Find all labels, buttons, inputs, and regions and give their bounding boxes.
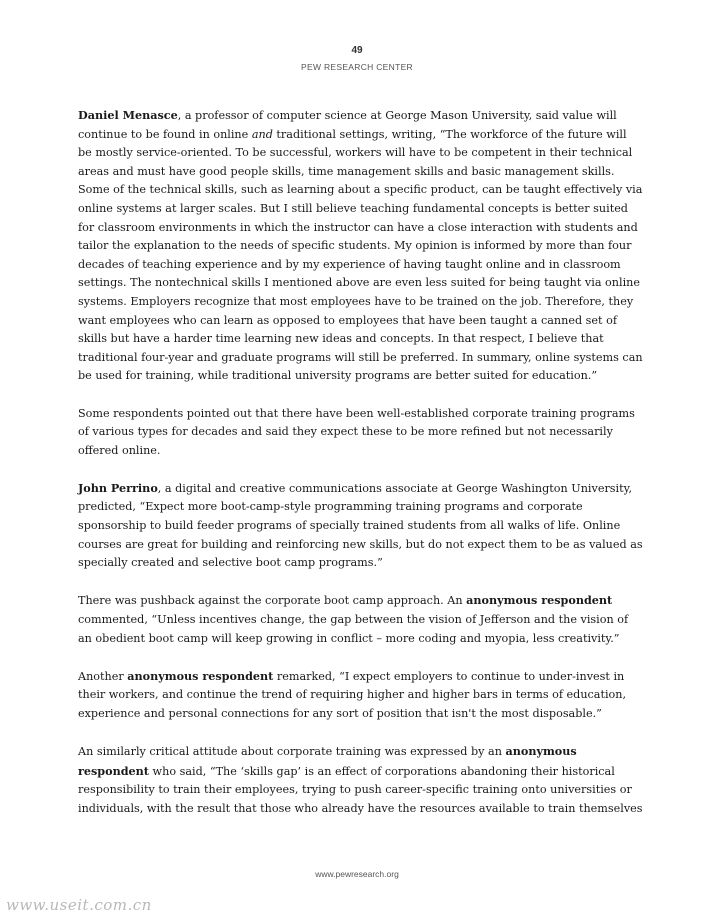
paragraph-corporate-programs	[78, 405, 643, 461]
paragraph-text: Another	[78, 669, 128, 683]
paragraph-pushback	[78, 591, 643, 648]
paragraph-under-invest	[78, 667, 643, 724]
organization-name: PEW RESEARCH CENTER	[301, 62, 413, 72]
paragraph-text: remarked, “I expect employers to continue to under-invest in their workers, and continue the trend of requiring higher and higher bars in terms of education, experience and personal connections for any sort of position that isn't the most disposable.”	[78, 669, 627, 720]
paragraph-text: who said, “The ‘skills gap’ is an effect of corporations abandoning their historical responsibility to train their employees, trying to push career-specific training onto universities or individuals, with the result that those who already have the resources available to train themselves	[78, 764, 643, 815]
speaker-name: Daniel Menasce	[78, 108, 178, 122]
paragraph-menasce	[78, 106, 643, 386]
page-header	[0, 44, 714, 74]
paragraph-skills-gap	[78, 742, 643, 818]
paragraph-text: , a professor of computer science at George Mason University, said value will continue to be found in online	[78, 109, 617, 141]
speaker-name: anonymous respondent	[466, 593, 613, 608]
paragraph-text: commented, “Unless incentives change, the gap between the vision of Jefferson and the vision of an obedient boot camp will keep growing in conflict – more coding and myopia, less creativity.”	[78, 613, 629, 645]
paragraph-perrino	[78, 479, 643, 573]
paragraph-text: , a digital and creative communications associate at George Washington University, predicted, “Expect more boot-camp-style programming training programs and corporate sponsorship to build feeder programs of specially trained students from all walks of life. Online courses are great for building and reinforcing new skills, but do not expect them to be as valued as specially created and selective boot camp programs.”	[78, 481, 643, 570]
paragraph-text: Some respondents pointed out that there have been well-established corporate training programs of various types for decades and said they expect these to be more refined but not necessarily offered online.	[78, 406, 635, 457]
watermark: www.useit.com.cn	[6, 896, 152, 914]
paragraph-text: An similarly critical attitude about corporate training was expressed by an	[78, 745, 506, 759]
speaker-name: anonymous respondent	[127, 668, 274, 683]
paragraph-text: There was pushback against the corporate boot camp approach. An	[78, 594, 467, 608]
footer-url: www.pewresearch.org	[315, 869, 399, 879]
speaker-name: John Perrino	[78, 480, 158, 495]
page-number: 49	[351, 45, 363, 56]
speaker-name: anonymous respondent	[78, 744, 577, 778]
paragraph-text: traditional settings, writing, “The workforce of the future will be mostly service-oriented. To be successful, workers will have to be competent in their technical areas and must have good people skills, time management skills and basic management skills. Some of the technical skills, such as learning about a specific product, can be taught effectively via online systems at larger scales. But I still believe teaching fundamental concepts is better suited for classroom environments in which the instructor can have a close interaction with students and tailor the explanation to the needs of specific students. My opinion is informed by more than four decades of teaching experience and by my experience of having taught online and in classroom settings. The nontechnical skills I mentioned above are even less suited for being taught via online systems. Employers recognize that most employees have to be trained on the job. Therefore, they want employees who can learn as opposed to employees that have been taught a canned set of skills but have a harder time learning new ideas and concepts. In that respect, I believe that traditional four-year and graduate programs will still be preferred. In summary, online systems can be used for training, while traditional university programs are better suited for education.”	[78, 127, 643, 383]
document-body	[78, 106, 643, 837]
emphasis-text: and	[251, 127, 273, 141]
